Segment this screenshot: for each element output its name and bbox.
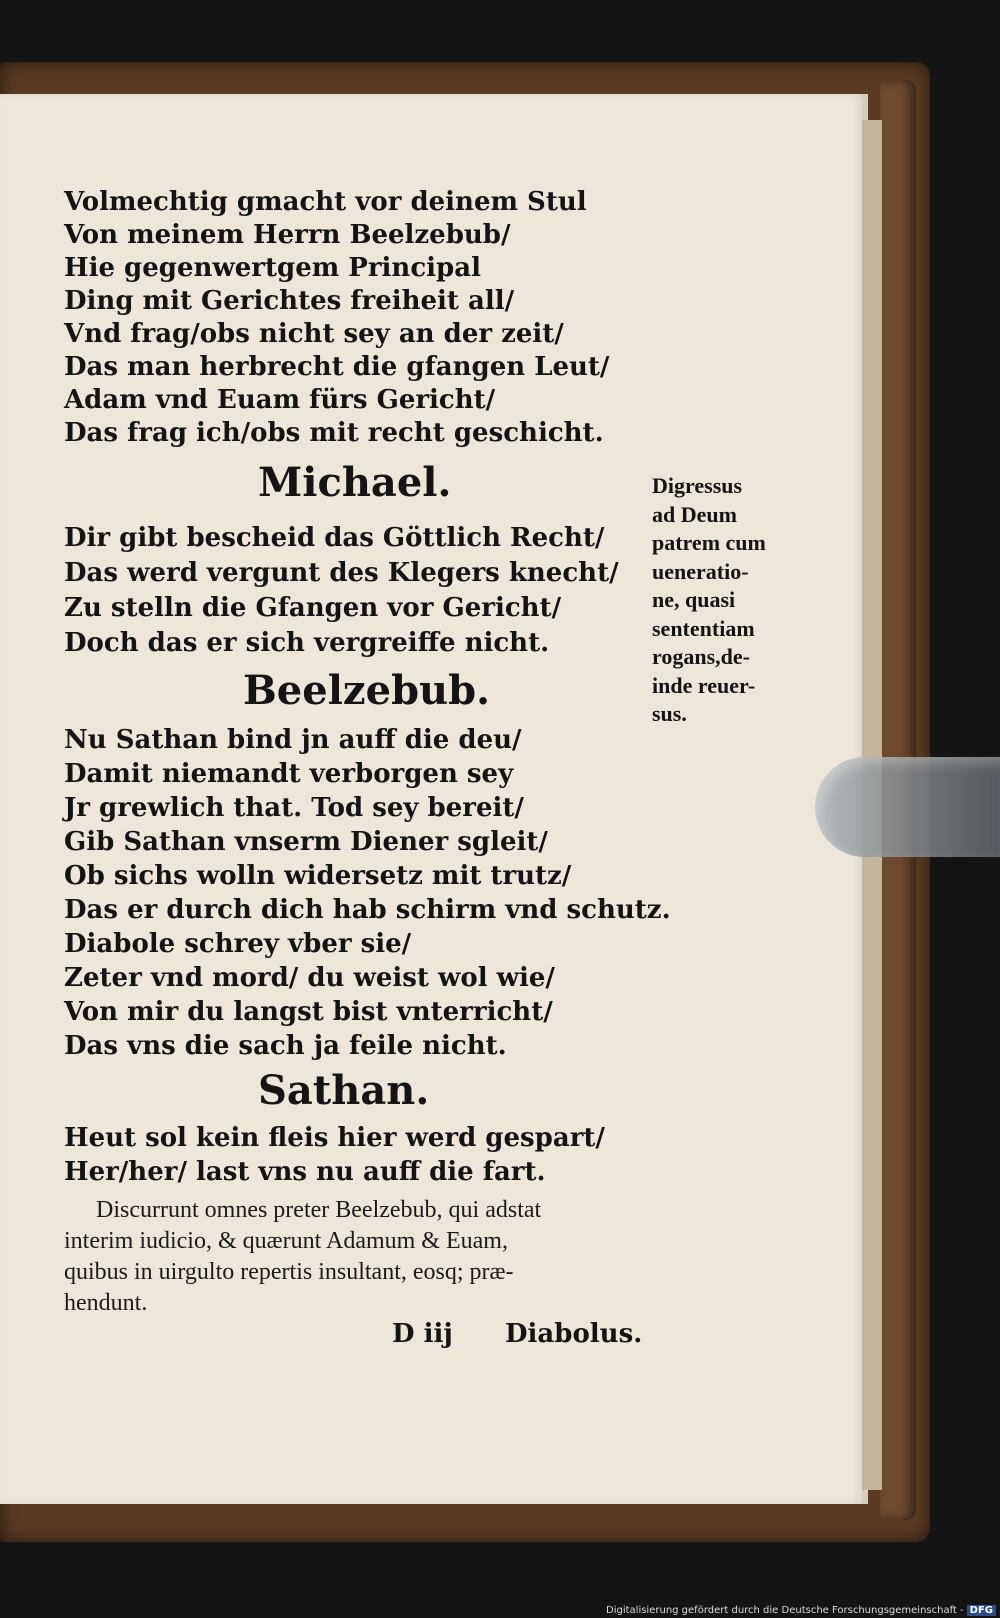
verse-line: Volmechtig gmacht vor deinem Stul	[64, 187, 587, 217]
verse-line: Ob sichs wolln widersetz mit trutz/	[64, 861, 572, 891]
verse-line: Zu stelln die Gfangen vor Gericht/	[64, 593, 562, 623]
stage-direction-line: interim iudicio, & quærunt Adamum & Euam,	[64, 1228, 508, 1254]
margin-note-line: Digressus	[652, 473, 743, 498]
margin-note-line: ad Deum	[652, 501, 737, 527]
verse-line: Von meinem Herrn Beelzebub/	[64, 220, 511, 250]
verse-line: Vnd frag/obs nicht sey an der zeit/	[64, 319, 564, 349]
verse-line: Das vns die sach ja feile nicht.	[64, 1031, 507, 1061]
verse-line: Her/her/ last vns nu auff die fart.	[64, 1157, 546, 1187]
speaker-heading: Sathan.	[258, 1067, 430, 1114]
verse-line: Das er durch dich hab schirm vnd schutz.	[64, 895, 671, 925]
margin-note-line: rogans,de-	[652, 644, 750, 669]
verse-line: Jr grewlich that. Tod sey bereit/	[64, 793, 524, 823]
speaker-heading: Beelzebub.	[243, 667, 491, 714]
margin-note-line: ueneratio-	[652, 558, 749, 584]
verse-line: Das werd vergunt des Klegers knecht/	[64, 558, 619, 588]
speaker-heading: Michael.	[258, 459, 452, 506]
credit-text: Digitalisierung gefördert durch die Deutsche Forschungsgemeinschaft -	[606, 1605, 964, 1616]
dfg-logo: DFG	[967, 1605, 996, 1616]
verse-line: Das frag ich/obs mit recht geschicht.	[64, 418, 604, 448]
verse-line: Hie gegenwertgem Principal	[64, 253, 481, 283]
stage-direction-line: hendunt.	[64, 1290, 148, 1316]
verse-line: Damit niemandt verborgen sey	[64, 759, 514, 789]
catchword: Diabolus.	[505, 1319, 643, 1349]
digitization-credit	[606, 1605, 996, 1616]
verse-line: Das man herbrecht die gfangen Leut/	[64, 352, 610, 382]
verse-line: Nu Sathan bind jn auff die deu/	[64, 725, 522, 755]
verse-line: Gib Sathan vnserm Diener sgleit/	[64, 827, 548, 857]
margin-note	[652, 472, 802, 729]
verse-line: Dir gibt bescheid das Göttlich Recht/	[64, 523, 605, 553]
margin-note-line: sententiam	[652, 615, 755, 641]
stage-direction-line: quibus in uirgulto repertis insultant, eosq; præ-	[64, 1259, 514, 1285]
verse-line: Zeter vnd mord/ du weist wol wie/	[64, 963, 555, 993]
verse-line: Heut sol kein fleis hier werd gespart/	[64, 1123, 605, 1153]
margin-note-line: ne, quasi	[652, 587, 736, 612]
page-clip	[815, 757, 1000, 857]
margin-note-line: patrem cum	[652, 530, 766, 555]
verse-line: Adam vnd Euam fürs Gericht/	[64, 385, 496, 415]
verse-line: Diabole schrey vber sie/	[64, 929, 412, 959]
margin-note-line: inde reuer-	[652, 672, 756, 698]
verse-line: Doch das er sich vergreiffe nicht.	[64, 628, 550, 658]
signature-mark: D iij	[392, 1319, 453, 1349]
verse-line: Von mir du langst bist vnterricht/	[64, 997, 553, 1027]
verse-line: Ding mit Gerichtes freiheit all/	[64, 286, 515, 316]
stage-direction-line: Discurrunt omnes preter Beelzebub, qui adstat	[96, 1197, 542, 1223]
margin-note-line: sus.	[652, 701, 687, 726]
